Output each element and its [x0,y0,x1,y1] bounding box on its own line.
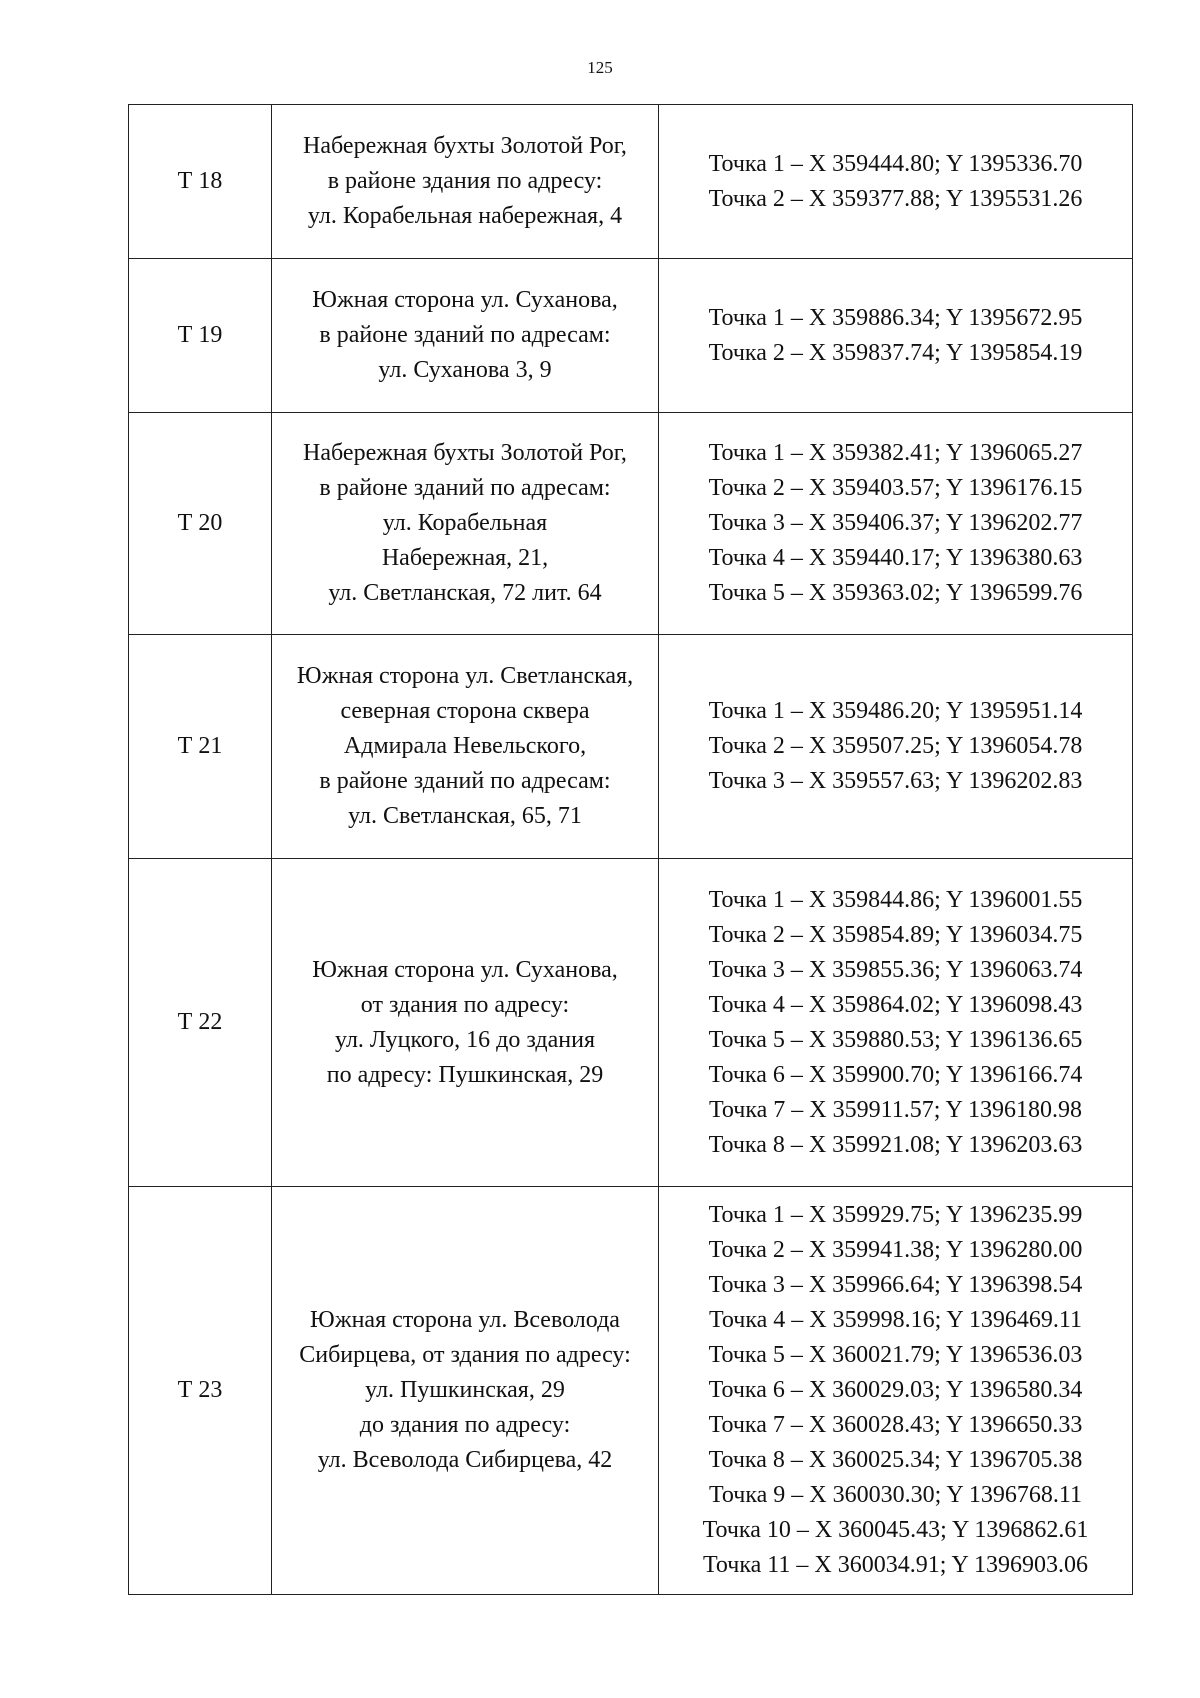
section-code-cell: Т 18 [129,105,272,259]
table-row [129,413,1133,635]
location-cell [272,105,659,259]
point-coordinate-line: Точка 2 – X 359403.57; Y 1396176.15 [708,475,1083,501]
location-line: Южная сторона ул. Светланская, [296,663,634,689]
page-number: 125 [587,58,613,77]
point-coordinate-line: Точка 6 – X 359900.70; Y 1396166.74 [708,1061,1083,1088]
point-coordinate-line: Точка 1 – X 359444.80; Y 1395336.70 [708,150,1083,177]
section-code-cell: Т 23 [129,1187,272,1595]
location-cell [272,859,659,1187]
point-coordinate-line: Точка 7 – X 359911.57; Y 1396180.98 [709,1096,1082,1123]
point-coordinate-line: Точка 2 – X 359941.38; Y 1396280.00 [708,1237,1083,1263]
location-line: ул. Корабельная [382,510,548,536]
section-code-cell: Т 21 [129,635,272,859]
location-line: Южная сторона ул. Суханова, [312,956,618,983]
location-line: Южная сторона ул. Всеволода [310,1307,620,1333]
location-line: ул. Пушкинская, 29 [365,1377,565,1403]
coordinates-table [128,104,1133,1595]
location-line: ул. Светланская, 72 лит. 64 [328,580,602,606]
point-coordinate-line: Точка 6 – X 360029.03; Y 1396580.34 [708,1377,1083,1403]
section-code-cell: Т 22 [129,859,272,1187]
location-line: в районе зданий по адресам: [319,768,611,794]
location-line: в районе зданий по адресам: [319,322,611,348]
location-line: Южная сторона ул. Суханова, [312,287,618,313]
point-coordinate-line: Точка 4 – X 359998.16; Y 1396469.11 [709,1307,1082,1333]
point-coordinate-line: Точка 5 – X 359363.02; Y 1396599.76 [708,580,1083,606]
location-line: по адресу: Пушкинская, 29 [326,1061,604,1088]
location-line: ул. Светланская, 65, 71 [348,803,582,829]
point-coordinate-line: Точка 7 – X 360028.43; Y 1396650.33 [708,1412,1083,1438]
point-coordinate-line: Точка 9 – X 360030.30; Y 1396768.11 [709,1482,1082,1508]
location-line: северная сторона сквера [340,698,590,724]
table-row [129,259,1133,413]
points-cell [659,413,1133,635]
location-line: до здания по адресу: [359,1412,571,1438]
point-coordinate-line: Точка 4 – X 359864.02; Y 1396098.43 [708,991,1083,1018]
location-line: от здания по адресу: [360,991,570,1018]
point-coordinate-line: Точка 3 – X 359406.37; Y 1396202.77 [708,510,1083,536]
location-line: Набережная, 21, [381,545,549,571]
location-line: Сибирцева, от здания по адресу: [299,1342,631,1368]
location-line: Адмирала Невельского, [343,733,587,759]
point-coordinate-line: Точка 2 – X 359837.74; Y 1395854.19 [708,339,1083,366]
point-coordinate-line: Точка 1 – X 359886.34; Y 1395672.95 [708,304,1083,331]
location-line: ул. Луцкого, 16 до здания [335,1026,595,1053]
location-line: в районе здания по адресу: [327,168,603,194]
point-coordinate-line: Точка 8 – X 359921.08; Y 1396203.63 [708,1131,1083,1158]
location-line: Набережная бухты Золотой Рог, [303,440,627,466]
table-row [129,105,1133,259]
point-coordinate-line: Точка 2 – X 359854.89; Y 1396034.75 [708,921,1083,948]
table-row [129,1187,1133,1595]
point-coordinate-line: Точка 1 – X 359486.20; Y 1395951.14 [708,698,1083,724]
point-coordinate-line: Точка 5 – X 359880.53; Y 1396136.65 [708,1026,1083,1053]
point-coordinate-line: Точка 5 – X 360021.79; Y 1396536.03 [708,1342,1083,1368]
points-cell [659,105,1133,259]
point-coordinate-line: Точка 3 – X 359557.63; Y 1396202.83 [708,768,1083,794]
location-line: в районе зданий по адресам: [319,475,611,501]
point-coordinate-line: Точка 3 – X 359966.64; Y 1396398.54 [708,1272,1083,1298]
points-cell [659,259,1133,413]
location-cell [272,413,659,635]
point-coordinate-line: Точка 2 – X 359377.88; Y 1395531.26 [708,185,1083,212]
point-coordinate-line: Точка 11 – X 360034.91; Y 1396903.06 [703,1552,1088,1578]
location-line: Набережная бухты Золотой Рог, [303,133,627,159]
point-coordinate-line: Точка 3 – X 359855.36; Y 1396063.74 [708,956,1083,983]
table-row [129,859,1133,1187]
table-row [129,635,1133,859]
location-cell [272,635,659,859]
point-coordinate-line: Точка 1 – X 359382.41; Y 1396065.27 [708,440,1083,466]
location-line: ул. Всеволода Сибирцева, 42 [317,1447,613,1473]
section-code-cell: Т 20 [129,413,272,635]
point-coordinate-line: Точка 1 – X 359844.86; Y 1396001.55 [708,886,1083,913]
point-coordinate-line: Точка 8 – X 360025.34; Y 1396705.38 [708,1447,1083,1473]
points-cell [659,635,1133,859]
location-cell [272,1187,659,1595]
location-line: ул. Корабельная набережная, 4 [307,203,623,229]
point-coordinate-line: Точка 2 – X 359507.25; Y 1396054.78 [708,733,1083,759]
location-cell [272,259,659,413]
section-code-cell: Т 19 [129,259,272,413]
location-line: ул. Суханова 3, 9 [378,357,552,383]
table-body [129,105,1133,1595]
point-coordinate-line: Точка 4 – X 359440.17; Y 1396380.63 [708,545,1083,571]
points-cell [659,859,1133,1187]
point-coordinate-line: Точка 10 – X 360045.43; Y 1396862.61 [702,1517,1089,1543]
point-coordinate-line: Точка 1 – X 359929.75; Y 1396235.99 [708,1202,1083,1228]
points-cell [659,1187,1133,1595]
